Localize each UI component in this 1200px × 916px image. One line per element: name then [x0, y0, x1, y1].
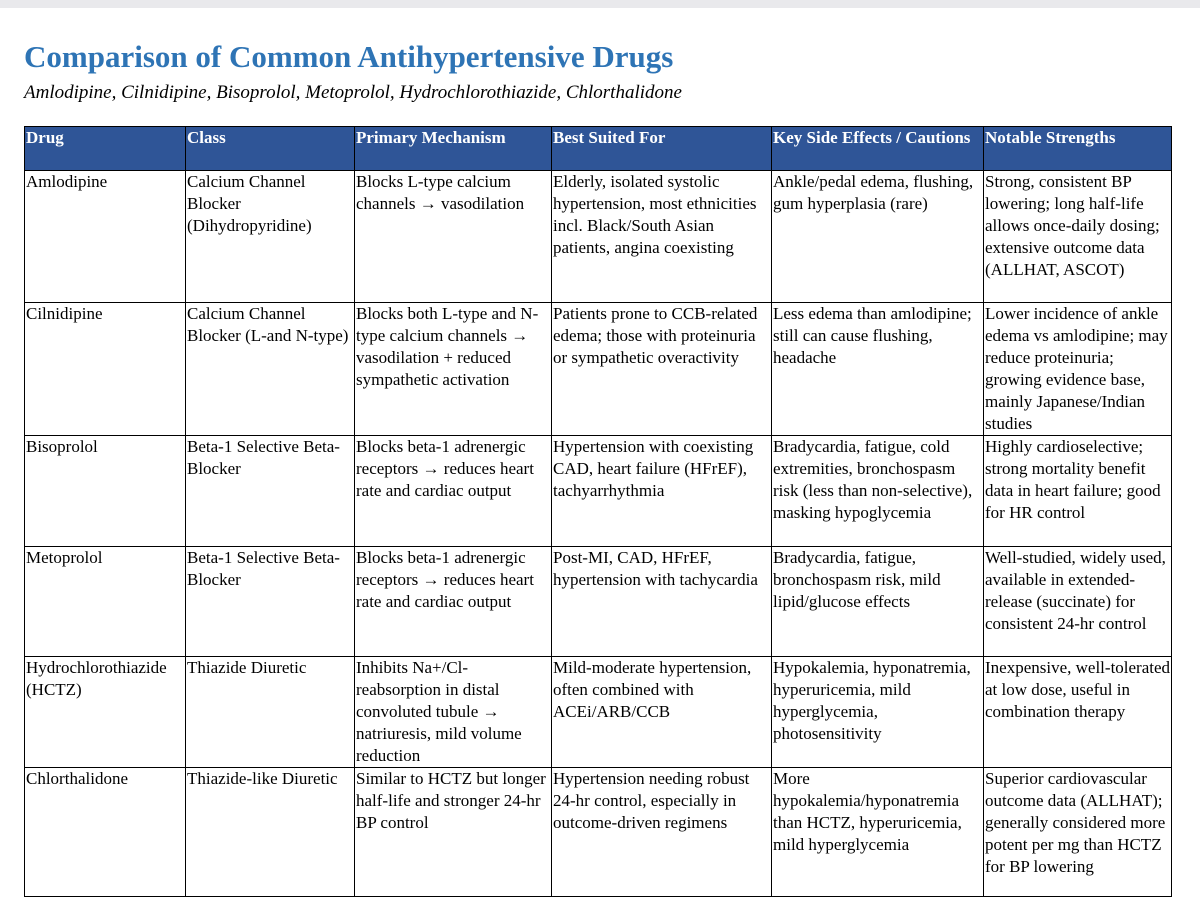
document-subtitle: Amlodipine, Cilnidipine, Bisoprolol, Metoprolol, Hydrochlorothiazide, Chlorthalidone [24, 82, 682, 103]
cell-side-effects: Less edema than amlodipine; still can cause flushing, headache [772, 303, 984, 436]
cell-side-effects: Hypokalemia, hyponatremia, hyperuricemia, mild hyperglycemia, photosensitivity [772, 657, 984, 768]
cell-mechanism: Similar to HCTZ but longer half-life and stronger 24-hr BP control [355, 768, 552, 897]
cell-mechanism: Blocks L-type calcium channels → vasodilation [355, 171, 552, 303]
table-row [25, 303, 1172, 436]
window-top-bar [0, 0, 1200, 8]
cell-side-effects: Bradycardia, fatigue, bronchospasm risk, mild lipid/glucose effects [772, 547, 984, 657]
table-row [25, 436, 1172, 547]
table-row [25, 547, 1172, 657]
table-row [25, 768, 1172, 897]
cell-drug: Amlodipine [25, 171, 186, 303]
cell-side-effects: Bradycardia, fatigue, cold extremities, bronchospasm risk (less than non-selective), masking hypoglycemia [772, 436, 984, 547]
cell-class: Thiazide-like Diuretic [186, 768, 355, 897]
cell-mechanism: Blocks beta-1 adrenergic receptors → reduces heart rate and cardiac output [355, 436, 552, 547]
header-class: Class [186, 127, 355, 171]
cell-strengths: Strong, consistent BP lowering; long half-life allows once-daily dosing; extensive outcome data (ALLHAT, ASCOT) [984, 171, 1172, 303]
cell-mechanism: Blocks beta-1 adrenergic receptors → reduces heart rate and cardiac output [355, 547, 552, 657]
header-side-effects: Key Side Effects / Cautions [772, 127, 984, 171]
cell-class: Beta-1 Selective Beta-Blocker [186, 436, 355, 547]
table-header-row [25, 127, 1172, 171]
cell-drug: Hydrochlorothiazide (HCTZ) [25, 657, 186, 768]
cell-strengths: Inexpensive, well-tolerated at low dose, useful in combination therapy [984, 657, 1172, 768]
cell-strengths: Highly cardioselective; strong mortality benefit data in heart failure; good for HR control [984, 436, 1172, 547]
cell-strengths: Well-studied, widely used, available in extended-release (succinate) for consistent 24-hr control [984, 547, 1172, 657]
cell-best-for: Patients prone to CCB-related edema; those with proteinuria or sympathetic overactivity [552, 303, 772, 436]
cell-drug: Bisoprolol [25, 436, 186, 547]
cell-class: Beta-1 Selective Beta-Blocker [186, 547, 355, 657]
cell-best-for: Hypertension needing robust 24-hr control, especially in outcome-driven regimens [552, 768, 772, 897]
cell-drug: Cilnidipine [25, 303, 186, 436]
header-best-for: Best Suited For [552, 127, 772, 171]
table-row [25, 657, 1172, 768]
table-row [25, 171, 1172, 303]
cell-best-for: Mild-moderate hypertension, often combined with ACEi/ARB/CCB [552, 657, 772, 768]
comparison-table [24, 126, 1172, 897]
cell-side-effects: Ankle/pedal edema, flushing, gum hyperplasia (rare) [772, 171, 984, 303]
cell-mechanism: Inhibits Na+/Cl- reabsorption in distal convoluted tubule → natriuresis, mild volume reduction [355, 657, 552, 768]
cell-class: Calcium Channel Blocker (Dihydropyridine) [186, 171, 355, 303]
cell-strengths: Lower incidence of ankle edema vs amlodipine; may reduce proteinuria; growing evidence base, mainly Japanese/Indian studies [984, 303, 1172, 436]
cell-best-for: Post-MI, CAD, HFrEF, hypertension with tachycardia [552, 547, 772, 657]
header-mechanism: Primary Mechanism [355, 127, 552, 171]
cell-drug: Metoprolol [25, 547, 186, 657]
cell-class: Calcium Channel Blocker (L-and N-type) [186, 303, 355, 436]
cell-strengths: Superior cardiovascular outcome data (ALLHAT); generally considered more potent per mg than HCTZ for BP lowering [984, 768, 1172, 897]
cell-best-for: Hypertension with coexisting CAD, heart failure (HFrEF), tachyarrhythmia [552, 436, 772, 547]
cell-side-effects: More hypokalemia/hyponatremia than HCTZ, hyperuricemia, mild hyperglycemia [772, 768, 984, 897]
header-drug: Drug [25, 127, 186, 171]
cell-class: Thiazide Diuretic [186, 657, 355, 768]
cell-best-for: Elderly, isolated systolic hypertension, most ethnicities incl. Black/South Asian patients, angina coexisting [552, 171, 772, 303]
cell-mechanism: Blocks both L-type and N-type calcium channels → vasodilation + reduced sympathetic activation [355, 303, 552, 436]
header-strengths: Notable Strengths [984, 127, 1172, 171]
document-title: Comparison of Common Antihypertensive Drugs [24, 39, 674, 74]
cell-drug: Chlorthalidone [25, 768, 186, 897]
